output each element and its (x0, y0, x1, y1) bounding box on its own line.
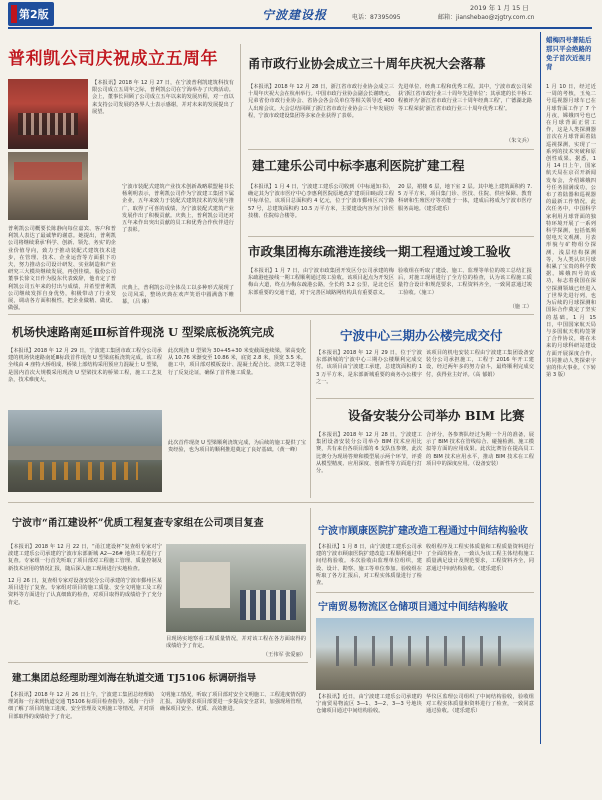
text-huimin-body2: 20 层，裙楼 6 层，地下室 2 层。其中地上建筑面积约 7.5 万平方米，项目集门诊、医技、住院、供应保障、教育科研和生殖医疗等功能于一体，建成后将成为宁波市医疗服务高地。（建乐建乐） (398, 184, 532, 212)
sidebar-body: 1 月 10 日，经过近一周的考核，玉兔二号巡视器月球车已在月球背面工作了 7 个月夜，嫦娥四号也已在月球背面正常工作，这是人类探测器首次在月球背面着陆巡视探测，实现了一系列的技术突破和原创性成果。据悉，1 月 14 日上午，国家航天局在京召开新闻发布会，介绍嫦娥四号任务圆满成功，公布了着陆器和巡视器的最新工作情况。此次任务中，中国科学家利用月球背面的独特环境开展了一系列科学探测，包括低频射电天文观测、月表形貌与矿物组分探测、浅层结构探测等，为人类认识月球积累了宝贵的科学数据。嫦娥四号的成功，标志着我国在深空探测领域已经进入了世界先进行列，也为后续的月球探测和国际合作奠定了坚实的基础。1 月 15 日，中国国家航天局与多国航天机构签署了合作协议，将在未来的月球科研站建设方面开展深度合作，共同推动人类探索宇宙的伟大事业。（下转第 3 版） (546, 84, 596, 379)
headline-quality: 宁波市“甬江建设杯”优质工程复查专家组在公司项目复查 (12, 518, 264, 529)
headline-tj5106: 建工集团总经理助理刘海在轨道交通 TJ5106 标调研指导 (12, 673, 257, 684)
text-funding-body1: 【本报讯】1 月 8 日，由宁波建工建乐公司承建的宁波市顾康医院扩建改造工程顺利通过中间结构验收。本次验收由监理单位组织，建设、设计、勘察、施工等单位参加。验收组在听取了各方汇报后，对工程实体质量进行了检查。 (316, 544, 422, 587)
page-number: 第2版 (19, 8, 49, 21)
text-jichang-body2: 此次现浇 U 型梁为 30+45+30 米变截面连续梁，梁高变化从 10.76 米渐变至 10.86 米，底宽 2.8 米，顶宽 3.5 米。施工中，项目部对模板设计、混凝土配合比、浇筑工艺等进行了反复论证，确保了首件施工质量。 (168, 348, 306, 376)
text-jichang-body3: 此次首件现浇 U 型梁顺利浇筑完成，为后续的施工提供了宝贵经验，也为项目的顺利推进奠定了良好基础。（黄一峰） (168, 440, 306, 454)
headline-ningbo-center: 宁波中心三期办公楼完成交付 (340, 328, 503, 343)
photo-logistics-frame (336, 636, 514, 666)
text-pulikai-body3: 宁波市装配式建筑产业技术创新战略联盟秘书长杨利明表示，普利凯公司作为宁波建工集团下属企业，五年来致力于装配式建筑技术的发展与推广，取得了可喜的成绩，为宁波装配式建筑产业发展作出了积极贡献。庆典上，普利凯公司还对五年来作出突出贡献的员工和优秀合作伙伴进行了表彰。 (122, 184, 234, 234)
text-pulikai-body1: 【本报讯】2018 年 12 月 27 日，在宁波普利凯建筑科技有限公司成立五周年之际，普利凯公司在宁海举办了庆典活动。会上，董事长回顾了公司成立五年以来的发展历程，对一直以来支持公司发展的各界人士表示感谢，并对未来的发展提出了展望。 (92, 80, 234, 115)
text-logistics-body1: 【本报讯】近日，由宁波建工建乐公司承建的宁南贸易物流区 3—1、3—2、3—3 号地块仓储项目通过中间结构验收。 (316, 694, 422, 715)
photo-jichang-workers (28, 462, 138, 480)
page-header (0, 0, 602, 32)
text-funding-body2: 收组程序及工程实体质量和工程质量资料进行了全面的检查，一致认为该工程主体结构施工质量满足设计及规范要求，工程资料齐全，同意通过中间结构验收。（建乐建乐） (426, 544, 534, 572)
divider-main-mid (8, 314, 534, 315)
text-ningbo-center-body1: 【本报讯】2018 年 12 月 29 日，位于宁波东部新城的宁波中心三期办公楼顺利完成交付。该项目由宁波建工承建，总建筑面积约 13 万平方米，是东部新城重要的商务办公楼宇之一。 (316, 350, 422, 385)
photo-jichang-site (8, 410, 162, 492)
headline-huimin: 建工建乐公司中标李惠利医院扩建工程 (252, 158, 465, 173)
photo-pulikai-stage (14, 162, 82, 180)
signature-quality: （王伟军 张爱丽） (262, 652, 306, 658)
headline-pulikai: 普利凯公司庆祝成立五周年 (8, 49, 218, 69)
text-quality-body2: 12 月 26 日，复查组专家对设备安装分公司承建的宁波市鄞州区某项目进行了复查。专家组对项目的施工质量、安全文明施工及工程资料等方面进行了认真细致的检查，对项目取得的成绩给予了充分肯定。 (8, 578, 162, 606)
photo-pulikai-ceremony (8, 79, 88, 149)
text-pulikai-body4: 庆典上，普利凯公司全体员工以多种形式展现了公司风采，整场庆典在欢声笑语中圆满落下帷幕。（吕 琳） (122, 285, 234, 306)
headline-connection: 市政集团梅东疏港连接线一期工程通过竣工验收 (248, 244, 511, 259)
divider-bim (8, 502, 534, 503)
text-jichang-body1: 【本报讯】2018 年 12 月 29 日，宁波建工集团市政工程分公司承建的机场快速路南延Ⅲ标段首件现浇 U 型梁底板浇筑完成。该工程全线由 4 座特大桥组成，桥梁上部结构采用预应力混凝土 U 型梁，是国内首次大规模采用现浇 U 型梁技术的桥梁工程，施工工艺复杂，技术难度大。 (8, 348, 162, 383)
photo-quality-people (240, 590, 296, 620)
text-pulikai-body2: 普利凯公司概要长陈静向每位嘉宾、客户和普利凯人表达了最诚挚的谢意。她提出，普利凯公司将继续秉承‘科学、创新、领先、务实’的企业价值导向，致力于推动装配式建筑技术进步，在管理、技术、企业运营等方面狠下功夫，努力推动公司设计研发、实业制造和产业研究三大模块继续发展，再创佳绩。股份公司董事长徐文日作为股东代表致辞，他肯定了普利凯公司五年来的付出与成绩，并希望普利凯公司继续发挥自身优势，积极带动了行业发展，调动各方面积极性，把企业做精、做优、做强。 (8, 226, 116, 312)
divider-left-main (240, 44, 241, 312)
text-bim-body1: 【本报讯】2018 年 12 月 28 日，宁波建工集团设备安装分公司举办 BIM 技术应用比赛，共有来自各项目部的 6 支队伍参赛。此次比赛分为现场答辩和模型展示两个环节，评委从模型精度、应用深度、创新性等方面进行打分。 (316, 432, 422, 475)
signature-city-assoc: （朱文兵） (506, 138, 532, 144)
page-number-decoration (11, 5, 17, 23)
text-connection-body2: 验收组在听取了建设、施工、监理等单位的竣工总结汇报后，对施工现场进行了全方位的检查，认为该工程施工质量符合设计和规范要求，工程资料齐全，一致同意通过竣工验收。（施工） (398, 268, 532, 296)
page-number-badge (8, 2, 54, 26)
divider-city-assoc (248, 149, 534, 150)
text-huimin-body1: 【本报讯】1 月 4 日，宁波建工建乐公司收到《中标通知书》，确定其为宁波市医疗中心李惠利医院原地改扩建项目Ⅱ标段工程中标单位。该项目总面积约 4 亿元，位于宁波市鄞州区兴宁路 57 号，总建筑面积约 10.5 万平方米，主要建设内容为门诊医技楼、住院综合楼等。 (248, 184, 394, 219)
text-quality-body3: 目现场实地察看工程质量情况，并对该工程在各方面取得的成绩给予了肯定。 (166, 636, 306, 650)
text-tj5106-body2: 文明施工情况，听取了项目部对安全文明施工、工程进度情况的汇报。刘海要求项目部要进一步提高安全意识，加强现场管理，确保项目安全、优质、高效推进。 (160, 692, 306, 713)
divider-sidebar (540, 32, 541, 744)
divider-jichang (310, 320, 311, 498)
divider-huimin (248, 236, 534, 237)
header-date: 2019 年 1 月 15 日 (470, 4, 529, 12)
text-city-assoc-body1: 【本报讯】2018 年 12 月 28 日，浙江省市政行业协会成立三十周年庆祝大会在杭州举行。中国市政行业协会副会长谢晓元、兄弟省份市政行业协会、省协会各会员单位等相关领导近 400 人出席会议。大会总结回顾了浙江省市政行业协会三十年发展历程，宁波市政建设集团等多家企业获得了表彰。 (248, 84, 394, 119)
headline-bim: 设备安装分公司举办 BIM 比赛 (348, 408, 525, 423)
divider-ningbo-center (316, 398, 534, 399)
headline-logistics: 宁南贸易物流区仓储项目通过中间结构验收 (318, 602, 508, 613)
divider-bottom (8, 662, 308, 663)
photo-pulikai-figures (18, 113, 78, 135)
text-connection-body1: 【本报讯】1 月 7 日，由宁波市政集团开发区分公司承建的梅东疏港连接线一期工程顺利通过竣工验收。该项目起点为开发区梅山大道，终点为梅东疏港公路，全长约 3.2 公里，是北仑区东部重要的交通干道，对于完善区域路网结构具有重要意义。 (248, 268, 394, 296)
photo-quality-inspection (166, 544, 306, 632)
headline-jichang: 机场快速路南延Ⅲ标首件现浇 U 型梁底板浇筑完成 (12, 325, 275, 339)
text-tj5106-body1: 【本报讯】2018 年 12 月 26 日上午，宁波建工集团总经理助理刘海一行来到轨道交通 TJ5106 标项目检查指导。刘海一行详细了解了项目的施工进度、安全管理及文明施工等情况，并对项目部取得的成绩给予了肯定。 (8, 692, 154, 720)
photo-quality-building (180, 562, 230, 608)
headline-funding: 宁波市顾康医院扩建改造工程通过中间结构验收 (318, 526, 528, 537)
signature-connection: （施 工） (509, 304, 532, 310)
photo-jichang-beam (8, 446, 162, 460)
sidebar-title: 蜡梅四号著陆后那只平会绝路的免子首次近视月背 (546, 36, 592, 71)
text-logistics-body2: 华仪区监理公司组织了中间结构验收，验收组对工程实体质量和资料进行了检查，一致同意通过验收。（建乐建乐） (426, 694, 534, 715)
text-bim-body2: 合评分，各参赛队经过为期一个月的准备，展示了 BIM 技术在管线综合、碰撞检测、施工模拟等方面的应用成果。此次比赛旨在提高员工的 BIM 技术应用水平，推动 BIM 技术在工程项目中的深度应用。（设备安装） (426, 432, 534, 467)
photo-pulikai-crowd (8, 152, 88, 220)
photo-logistics-site (316, 618, 534, 690)
divider-quality (310, 508, 311, 658)
headline-city-assoc: 甬市政行业协会成立三十周年庆祝大会落幕 (248, 56, 486, 71)
text-ningbo-center-body2: 该项目的机电安装工程由宁波建工集团设备安装分公司承担施工，工程于 2016 年开工建设，经过两年多的努力奋斗，最终顺利完成交付，获得业主好评。（高 郁娟） (426, 350, 534, 378)
header-email: 邮箱：jianshebao@zjgtry.com.cn (438, 14, 535, 21)
header-phone: 电话：87395095 (352, 14, 401, 21)
text-quality-body1: 【本报讯】2018 年 12 月 22 日，“甬江建设杯”复查组专家对宁波建工建乐公司承建的宁波市东部新城 A2—26# 地块工程进行了复查。专家组一行首先听取了项目部对工程施工管理、质量控制及新技术应用的情况汇报，随后深入施工现场进行实地检查。 (8, 544, 162, 572)
divider-funding (316, 592, 534, 593)
text-city-assoc-body2: 先进单位、经典工程和优秀工程。其中，宁波市政公司荣获‘浙江省市政行业三十周年先进单位’；其承建的长丰桥工程被评为‘浙江省市政行业三十周年经典工程’，广德湖北路等工程荣获‘浙江省市政行业三十周年优秀工程’。 (398, 84, 532, 112)
header-rule (8, 27, 592, 29)
newspaper-name: 宁波建设报 (262, 8, 328, 22)
